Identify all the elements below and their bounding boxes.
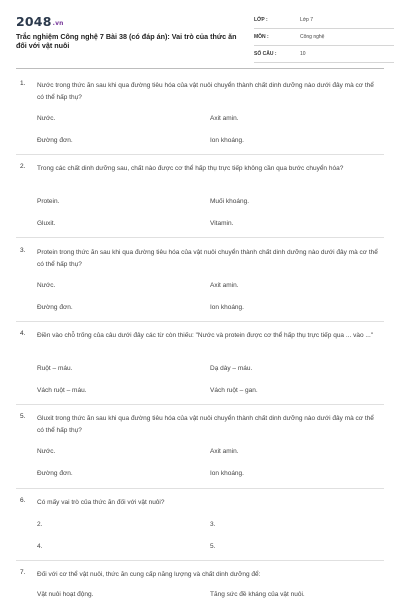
meta-subject-row [254, 31, 394, 46]
option-c[interactable]: Gluxit. [37, 220, 56, 227]
option-c[interactable]: 4. [37, 543, 43, 550]
question-text: Điền vào chỗ trống của câu dưới đây các từ còn thiếu: "Nước và protein được cơ thể hấp thụ trực tiếp qua ... vào ..." [37, 332, 374, 339]
question-separator [16, 154, 384, 155]
question-number: 3. [20, 247, 26, 254]
option-b[interactable]: Tăng sức đề kháng của vật nuôi. [210, 591, 305, 598]
document-title: Trắc nghiệm Công nghệ 7 Bài 38 (có đáp án): Vai trò của thức ăn đối với vật nuôi [16, 32, 237, 51]
question-text: Có mấy vai trò của thức ăn đối với vật nuôi? [37, 499, 165, 506]
question-number: 6. [20, 497, 26, 504]
question-text: Đối với cơ thể vật nuôi, thức ăn cung cấp năng lượng và chất dinh dưỡng để: [37, 571, 261, 578]
option-d[interactable]: Ion khoáng. [210, 304, 244, 311]
question-number: 1. [20, 80, 26, 87]
option-b[interactable]: Axit amin. [210, 282, 239, 289]
question-text: Protein trong thức ăn sau khi qua đường tiêu hóa của vật nuôi chuyển thành chất dinh dưỡng nào dưới đây mà cơ thể có thể hấp thụ? [37, 249, 378, 268]
question-count-label: SỐ CÂU : [254, 51, 277, 57]
option-b[interactable]: Muối khoáng. [210, 198, 250, 205]
meta-box [254, 14, 394, 65]
header [16, 12, 384, 60]
header-divider [16, 68, 384, 69]
option-c[interactable]: Vách ruột – máu. [37, 387, 87, 394]
subject-value: Công nghệ [300, 34, 325, 40]
subject-label: MÔN : [254, 34, 269, 40]
option-c[interactable]: Đường đơn. [37, 470, 73, 477]
logo-text: 2048 [16, 14, 52, 29]
option-a[interactable]: 2. [37, 521, 43, 528]
question-separator [16, 404, 384, 405]
logo-suffix: .vn [52, 20, 64, 27]
question-separator [16, 321, 384, 322]
option-d[interactable]: Ion khoáng. [210, 137, 244, 144]
option-b[interactable]: Axit amin. [210, 115, 239, 122]
option-b[interactable]: Dạ dày – máu. [210, 365, 253, 372]
question-text: Gluxit trong thức ăn sau khi qua đường tiêu hóa của vật nuôi chuyển thành chất dinh dưỡng nào dưới đây mà cơ thể có thể hấp thụ? [37, 415, 374, 434]
option-a[interactable]: Ruột – máu. [37, 365, 73, 372]
site-logo[interactable] [16, 14, 64, 29]
option-d[interactable]: Vitamin. [210, 220, 234, 227]
question-separator [16, 560, 384, 561]
option-d[interactable]: 5. [210, 543, 216, 550]
meta-class-row [254, 14, 394, 29]
option-c[interactable]: Đường đơn. [37, 137, 73, 144]
option-c[interactable]: Đường đơn. [37, 304, 73, 311]
option-b[interactable]: 3. [210, 521, 216, 528]
class-value: Lớp 7 [300, 17, 314, 23]
option-a[interactable]: Vật nuôi hoạt động. [37, 591, 94, 598]
option-b[interactable]: Axit amin. [210, 448, 239, 455]
meta-count-row [254, 48, 394, 63]
question-separator [16, 488, 384, 489]
question-number: 5. [20, 413, 26, 420]
question-text: Nước trong thức ăn sau khi qua đường tiêu hóa của vật nuôi chuyển thành chất dinh dưỡng nào dưới đây mà cơ thể có thể hấp thụ? [37, 82, 374, 101]
class-label: LỚP : [254, 17, 268, 23]
question-text: Trong các chất dinh dưỡng sau, chất nào được cơ thể hấp thụ trực tiếp không cần qua bước chuyển hóa? [37, 165, 344, 172]
option-a[interactable]: Nước. [37, 282, 56, 289]
question-separator [16, 237, 384, 238]
question-number: 7. [20, 569, 26, 576]
question-count-value: 10 [300, 51, 306, 57]
question-number: 4. [20, 330, 26, 337]
option-d[interactable]: Ion khoáng. [210, 470, 244, 477]
option-a[interactable]: Nước. [37, 448, 56, 455]
option-a[interactable]: Nước. [37, 115, 56, 122]
option-d[interactable]: Vách ruột – gan. [210, 387, 258, 394]
option-a[interactable]: Protein. [37, 198, 60, 205]
question-number: 2. [20, 163, 26, 170]
